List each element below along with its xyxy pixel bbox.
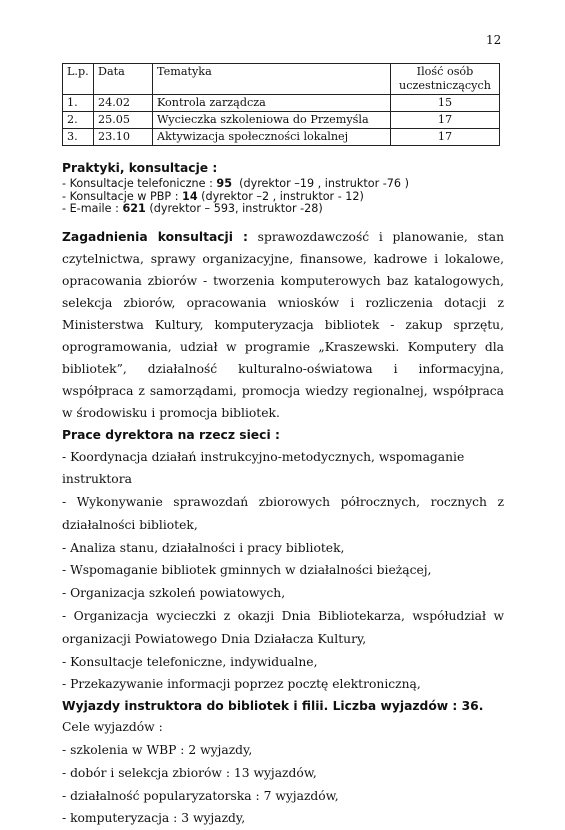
cell-topic: Aktywizacja społeczności lokalnej bbox=[153, 129, 391, 146]
zagadnienia-paragraph bbox=[62, 226, 504, 424]
list-item: - dobór i selekcja zbiorów : 13 wyjazdów, bbox=[62, 765, 317, 780]
cell-participants: 17 bbox=[391, 112, 500, 129]
cell-date: 23.10 bbox=[94, 129, 153, 146]
phone-detail: (dyrektor –19 , instruktor -76 ) bbox=[239, 177, 409, 190]
zagadnienia-text: sprawozdawczość i planowanie, stan czytelnictwa, sprawy organizacyjne, finansowe, kadrowe i lokalowe, opracowania zbiorów - tworzenia komputerowych baz katalogowych, selekcja zbiorów, opracowania wniosków i rozliczenia dotacji z Ministerstwa Kultury, komputeryzacja bibliotek - zakup sprzętu, oprogramowania, udział w programie „Kraszewski. Komputery dla bibliotek”, działalność kulturalno-oświatowa i informacyjna, współpraca z samorządami, promocja wiedzy regionalnej, współpraca w środowisku i promocja bibliotek. bbox=[62, 229, 504, 420]
list-item: - Koordynacja działań instrukcyjno-metodycznych, wspomaganie instruktora bbox=[62, 449, 465, 487]
list-item: - Wykonywanie sprawozdań zbiorowych półrocznych, rocznych z działalności bibliotek, bbox=[62, 495, 504, 532]
table-row bbox=[63, 112, 500, 129]
table-row bbox=[63, 95, 500, 112]
list-item: - komputeryzacja : 3 wyjazdy, bbox=[62, 811, 246, 826]
prace-heading: Prace dyrektora na rzecz sieci : bbox=[62, 427, 280, 442]
cell-date: 24.02 bbox=[94, 95, 153, 112]
pbp-label: - Konsultacje w PBP : bbox=[62, 189, 183, 203]
list-item: - Organizacja wycieczki z okazji Dnia Bibliotekarza, współudział w organizacji Powiatowego Dnia Działacza Kultury, bbox=[62, 609, 504, 646]
list-item: - działalność popularyzatorska : 7 wyjazdów, bbox=[62, 788, 339, 803]
email-count: 621 bbox=[122, 202, 146, 215]
pbp-detail: (dyrektor –2 , instruktor - 12) bbox=[201, 189, 364, 203]
wyjazdy-heading: Wyjazdy instruktora do bibliotek i filii. Liczba wyjazdów : 36. bbox=[62, 699, 484, 714]
table-row bbox=[63, 129, 500, 146]
list-item: - Konsultacje telefoniczne, indywidualne, bbox=[62, 654, 318, 669]
zagadnienia-label: Zagadnienia konsultacji : bbox=[62, 229, 248, 244]
list-item: - Organizacja szkoleń powiatowych, bbox=[62, 586, 286, 601]
cell-date: 25.05 bbox=[94, 112, 153, 129]
header-topic: Tematyka bbox=[153, 64, 391, 95]
cell-participants: 15 bbox=[391, 95, 500, 112]
email-label: - E-maile : bbox=[62, 202, 123, 215]
list-item: - Wspomaganie bibliotek gminnych w działalności bieżącej, bbox=[62, 563, 432, 578]
list-item: - szkolenia w WBP : 2 wyjazdy, bbox=[62, 743, 253, 758]
cele-label: Cele wyjazdów : bbox=[62, 720, 163, 735]
list-item: - Przekazywanie informacji poprzez pocztę elektroniczną, bbox=[62, 677, 421, 692]
cell-topic: Kontrola zarządcza bbox=[153, 95, 391, 112]
header-lp: L.p. bbox=[63, 64, 94, 95]
email-detail: (dyrektor – 593, instruktor -28) bbox=[149, 202, 323, 215]
header-date: Data bbox=[94, 64, 153, 95]
document-body bbox=[62, 158, 504, 830]
phone-count: 95 bbox=[216, 177, 232, 190]
header-participants: Ilość osób uczestniczących bbox=[391, 64, 500, 95]
table-header-row bbox=[63, 64, 500, 95]
cell-lp: 1. bbox=[63, 95, 94, 112]
page-number: 12 bbox=[486, 33, 502, 47]
phone-label: - Konsultacje telefoniczne : bbox=[62, 177, 217, 190]
email-consultations bbox=[62, 203, 504, 216]
praktyki-heading: Praktyki, konsultacje : bbox=[62, 161, 218, 175]
cell-topic: Wycieczka szkoleniowa do Przemyśla bbox=[153, 112, 391, 129]
cell-lp: 2. bbox=[63, 112, 94, 129]
events-table bbox=[62, 63, 500, 146]
list-item: - Analiza stanu, działalności i pracy bibliotek, bbox=[62, 540, 345, 555]
pbp-count: 14 bbox=[182, 189, 198, 203]
cell-lp: 3. bbox=[63, 129, 94, 146]
cell-participants: 17 bbox=[391, 129, 500, 146]
